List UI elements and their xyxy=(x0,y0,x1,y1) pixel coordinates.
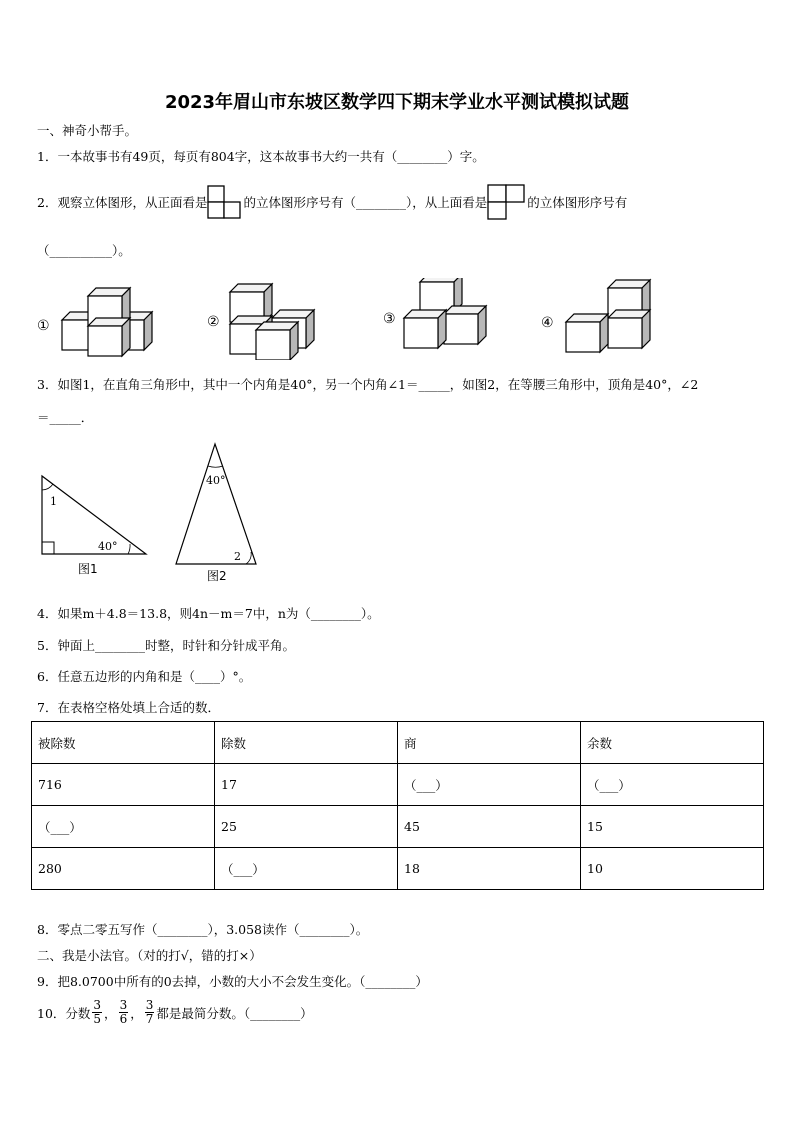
table-row xyxy=(32,764,764,806)
figure-1-angle-1-label: 1 xyxy=(50,495,57,508)
fraction-numerator: 3 xyxy=(119,998,128,1012)
question-2-part-b: 的立体图形序号有（________），从上面看是 xyxy=(243,195,488,210)
table-cell: 17 xyxy=(215,764,398,806)
table-cell-blank[interactable]: （___） xyxy=(398,764,581,806)
table-header-cell: 被除数 xyxy=(32,722,215,764)
table-header-cell: 除数 xyxy=(215,722,398,764)
question-10 xyxy=(37,999,313,1026)
table-cell: 15 xyxy=(581,806,764,848)
division-table xyxy=(31,721,764,890)
fraction-separator: ， xyxy=(130,1005,143,1021)
question-1: 1．一本故事书有49页，每页有804字，这本故事书大约一共有（________）字。 xyxy=(37,149,485,164)
table-header-cell: 商 xyxy=(398,722,581,764)
table-header-row xyxy=(32,722,764,764)
top-view-icon xyxy=(487,184,527,220)
figure-1-right-triangle xyxy=(36,470,156,580)
question-3-continued: ＝_____． xyxy=(37,410,94,425)
figure-2-angle-40-label: 40° xyxy=(206,474,226,487)
fraction xyxy=(145,999,155,1026)
table-cell: 25 xyxy=(215,806,398,848)
table-cell: 45 xyxy=(398,806,581,848)
question-10-suffix: 都是最简分数。（________） xyxy=(156,1005,313,1021)
figure-2-angle-2-label: 2 xyxy=(234,550,241,563)
figure-1-caption: 图1 xyxy=(78,562,98,576)
fraction-numerator: 3 xyxy=(145,998,154,1012)
question-2 xyxy=(37,184,627,220)
table-cell: 716 xyxy=(32,764,215,806)
section-heading-2: 二、我是小法官。（对的打√，错的打×） xyxy=(37,948,262,963)
table-cell: 10 xyxy=(581,848,764,890)
shape-1 xyxy=(37,288,152,356)
question-2-part-c: 的立体图形序号有 xyxy=(527,195,628,210)
table-cell: 280 xyxy=(32,848,215,890)
fraction-denominator: 7 xyxy=(145,1012,154,1026)
question-2-part-a: 2．观察立体图形，从正面看是 xyxy=(37,195,208,210)
fraction-separator: ， xyxy=(104,1005,117,1021)
front-view-icon xyxy=(207,185,243,219)
figure-1-angle-40-label: 40° xyxy=(98,540,118,553)
question-4: 4．如果m＋4.8＝13.8，则4n－m＝7中，n为（________）。 xyxy=(37,606,380,621)
page-title: 2023年眉山市东坡区数学四下期末学业水平测试模拟试题 xyxy=(164,92,630,113)
shape-label-2: ② xyxy=(207,314,220,330)
table-row xyxy=(32,806,764,848)
question-8: 8．零点二零五写作（________），3.058读作（________）。 xyxy=(37,922,369,937)
question-7: 7．在表格空格处填上合适的数． xyxy=(37,700,220,715)
shape-4 xyxy=(541,280,650,352)
question-6: 6．任意五边形的内角和是（____）°。 xyxy=(37,669,252,684)
figure-2-caption: 图2 xyxy=(207,569,227,583)
shape-label-4: ④ xyxy=(541,315,554,331)
table-header-cell: 余数 xyxy=(581,722,764,764)
question-10-prefix: 10．分数 xyxy=(37,1005,91,1021)
table-cell-blank[interactable]: （___） xyxy=(581,764,764,806)
shape-label-1: ① xyxy=(37,318,50,334)
shape-2 xyxy=(207,284,314,360)
section-heading-1: 一、神奇小帮手。 xyxy=(37,123,138,138)
fraction-numerator: 3 xyxy=(93,998,102,1012)
table-cell-blank[interactable]: （___） xyxy=(215,848,398,890)
question-2-answer-line: （__________）。 xyxy=(37,243,131,258)
question-5: 5．钟面上________时整，时针和分针成平角。 xyxy=(37,638,295,653)
figure-2-isosceles-triangle xyxy=(170,440,270,585)
table-cell-blank[interactable]: （___） xyxy=(32,806,215,848)
shape-3 xyxy=(383,278,486,348)
fraction-denominator: 5 xyxy=(93,1012,102,1026)
fraction-denominator: 6 xyxy=(119,1012,128,1026)
shape-label-3: ③ xyxy=(383,311,396,327)
question-9: 9．把8.0700中所有的0去掉，小数的大小不会发生变化。（________） xyxy=(37,974,428,989)
cube-figures xyxy=(34,278,764,360)
question-3: 3．如图1，在直角三角形中，其中一个内角是40°，另一个内角∠1＝_____，如图2，在等腰三角形中，顶角是40°，∠2 xyxy=(37,377,699,392)
table-cell: 18 xyxy=(398,848,581,890)
fraction xyxy=(92,999,102,1026)
fraction xyxy=(119,999,129,1026)
table-row xyxy=(32,848,764,890)
